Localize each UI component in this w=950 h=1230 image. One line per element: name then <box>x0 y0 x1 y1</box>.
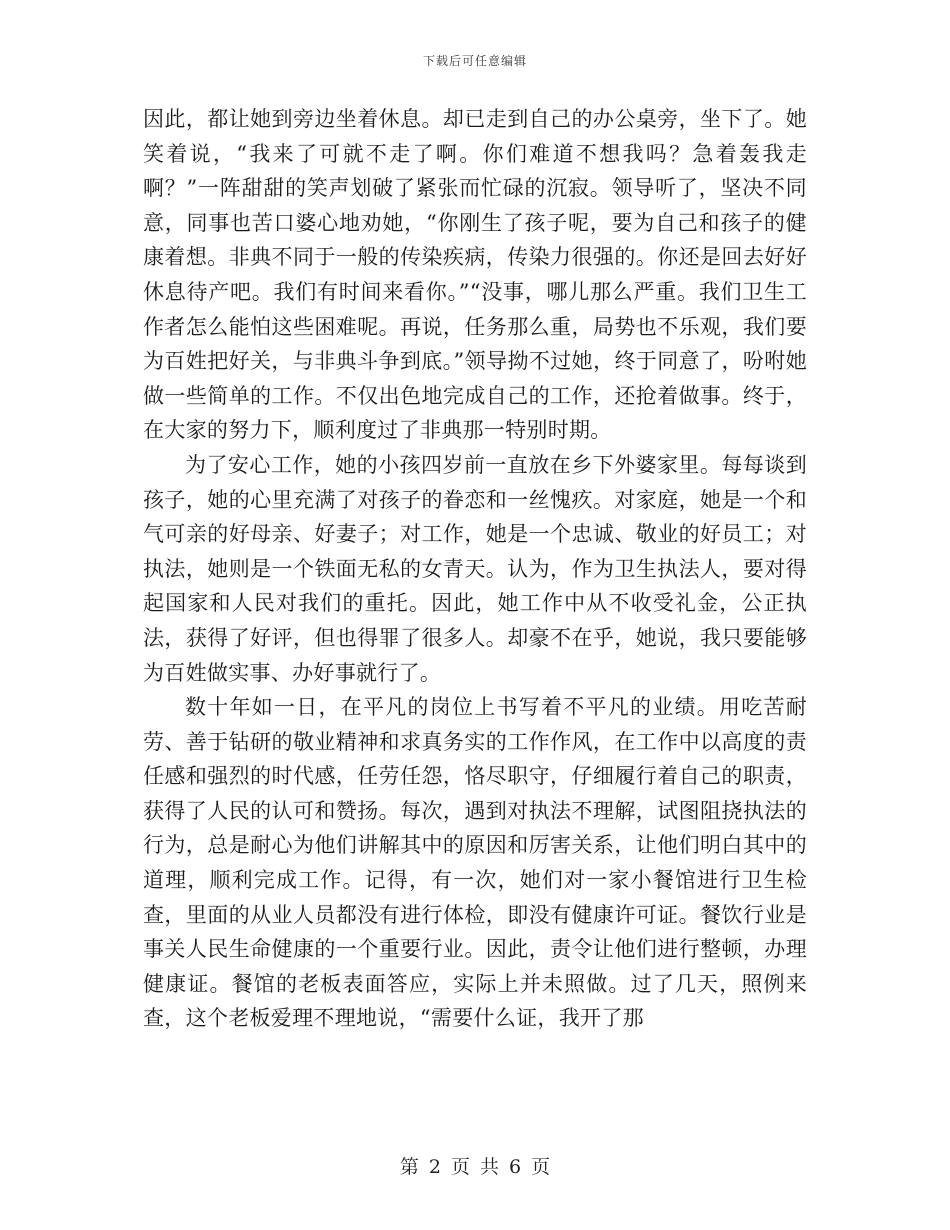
page-header: 下载后可任意编辑 <box>422 54 527 68</box>
paragraph-continued: 因此，都让她到旁边坐着休息。却已走到自己的办公桌旁，坐下了。她笑着说，“我来了可就不走了啊。你们难道不想我吗？急着轰我走啊？”一阵甜甜的笑声划破了紧张而忙碌的沉寂。领导听了，坚决不同意，同事也苦口婆心地劝她，“你刚生了孩子呢，要为自己和孩子的健康着想。非典不同于一般的传染疾病，传染力很强的。你还是回去好好休息待产吧。我们有时间来看你。”“没事，哪儿那么严重。我们卫生工作者怎么能怕这些困难呢。再说，任务那么重，局势也不乐观，我们要为百姓把好关，与非典斗争到底。”领导拗不过她，终于同意了，吩咐她做一些简单的工作。不仅出色地完成自己的工作，还抢着做事。终于，在大家的努力下，顺利度过了非典那一特别时期。 <box>143 107 807 443</box>
paragraph: 数十年如一日，在平凡的岗位上书写着不平凡的业绩。用吃苦耐劳、善于钻研的敬业精神和求真务实的工作作风，在工作中以高度的责任感和强烈的时代感，任劳任怨，恪尽职守，仔细履行着自己的职责，获得了人民的认可和赞扬。每次，遇到对执法不理解，试图阻挠执法的行为，总是耐心为他们讲解其中的原因和厉害关系，让他们明白其中的道理，顺利完成工作。记得，有一次，她们对一家小餐馆进行卫生检查，里面的从业人员都没有进行体检，即没有健康许可证。餐饮行业是事关人民生命健康的一个重要行业。因此，责令让他们进行整顿，办理健康证。餐馆的老板表面答应，实际上并未照做。过了几天，照例来查，这个老板爱理不理地说，“需要什么证，我开了那 <box>143 695 807 1031</box>
page-number: 第 2 页 共 6 页 <box>399 1156 551 1178</box>
paragraph: 为了安心工作，她的小孩四岁前一直放在乡下外婆家里。每每谈到孩子，她的心里充满了对孩子的眷恋和一丝愧疚。对家庭，她是一个和气可亲的好母亲、好妻子；对工作，她是一个忠诚、敬业的好员工；对执法，她则是一个铁面无私的女青天。认为，作为卫生执法人，要对得起国家和人民对我们的重托。因此，她工作中从不收受礼金，公正执法，获得了好评，但也得罪了很多人。却豪不在乎，她说，我只要能够为百姓做实事、办好事就行了。 <box>143 452 807 685</box>
document-body <box>143 102 807 1036</box>
